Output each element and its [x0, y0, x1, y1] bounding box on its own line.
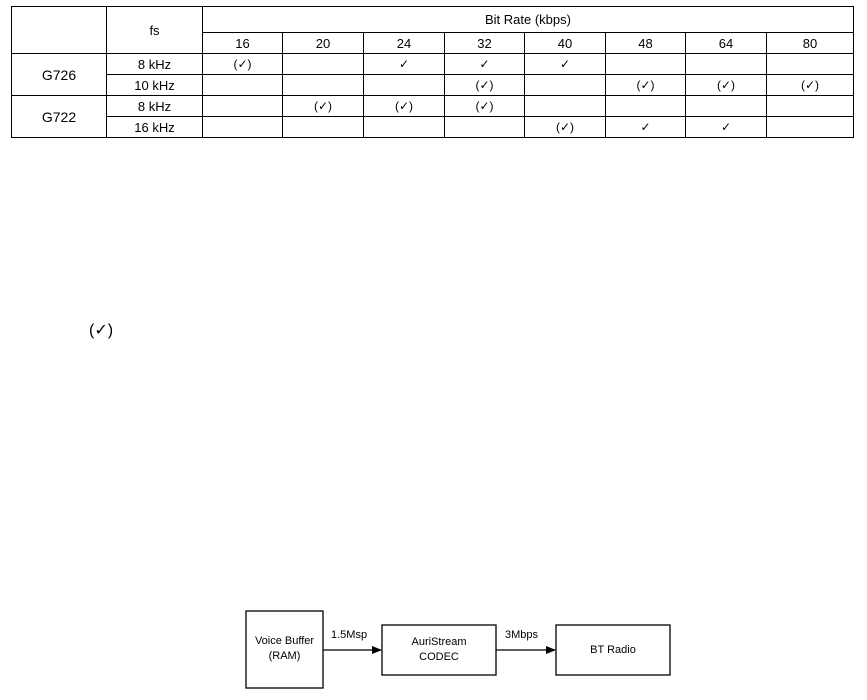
fs-cell: 8 kHz	[107, 54, 203, 75]
bitrate-header: Bit Rate (kbps)	[203, 7, 854, 33]
rate-header: 16	[203, 33, 283, 54]
codec-label: AuriStream	[411, 636, 467, 648]
support-cell: (✓)	[445, 75, 525, 96]
fs-cell: 10 kHz	[107, 75, 203, 96]
support-cell: (✓)	[364, 96, 445, 117]
fs-cell: 8 kHz	[107, 96, 203, 117]
support-cell: ✓	[606, 117, 686, 138]
support-cell: (✓)	[525, 117, 606, 138]
rate-header: 48	[606, 33, 686, 54]
support-cell: (✓)	[283, 96, 364, 117]
support-cell: (✓)	[767, 75, 854, 96]
codec-sublabel: CODEC	[419, 651, 459, 663]
support-cell: (✓)	[606, 75, 686, 96]
auristream-codec-block	[382, 625, 496, 675]
rate-header: 80	[767, 33, 854, 54]
voice-buffer-sublabel: (RAM)	[268, 650, 301, 662]
support-cell: ✓	[364, 54, 445, 75]
support-cell: ✓	[445, 54, 525, 75]
voice-buffer-label: Voice Buffer	[254, 635, 315, 647]
rate-header: 24	[364, 33, 445, 54]
support-cell: ✓	[686, 117, 767, 138]
legend-symbol: (✓)	[89, 322, 114, 339]
support-cell: (✓)	[445, 96, 525, 117]
fs-header: fs	[107, 7, 203, 54]
codec-name: G726	[12, 54, 107, 96]
rate-header: 32	[445, 33, 525, 54]
support-cell: ✓	[525, 54, 606, 75]
link-rate-label: 3Mbps	[505, 629, 539, 641]
rate-header: 20	[283, 33, 364, 54]
codec-name: G722	[12, 96, 107, 138]
bt-radio-label: BT Radio	[590, 644, 636, 656]
rate-header: 64	[686, 33, 767, 54]
fs-cell: 16 kHz	[107, 117, 203, 138]
rate-header: 40	[525, 33, 606, 54]
support-cell: (✓)	[686, 75, 767, 96]
support-cell: (✓)	[203, 54, 283, 75]
link-rate-label: 1.5Msp	[331, 629, 368, 641]
